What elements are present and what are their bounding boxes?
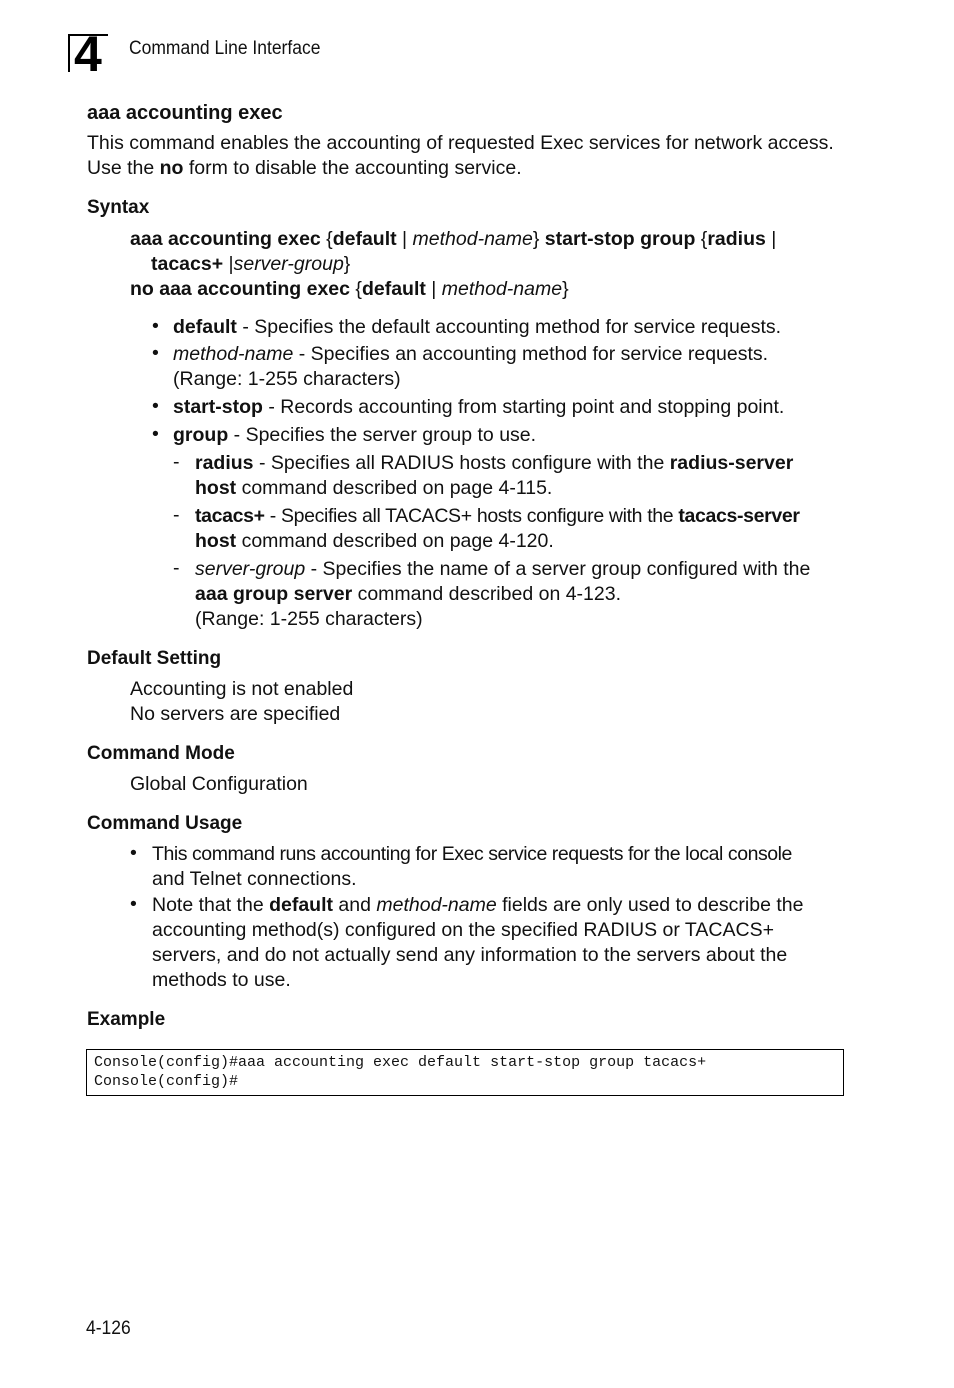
syntax-line-1: aaa accounting exec {default | method-name} start-stop group {radius |: [130, 228, 777, 250]
bullet-glyph: •: [152, 315, 159, 337]
dash-glyph: -: [173, 557, 180, 579]
command-usage-heading: Command Usage: [87, 813, 243, 834]
command-mode-heading: Command Mode: [87, 743, 235, 764]
running-header: Command Line Interface: [129, 38, 321, 59]
code-example-box: [86, 1049, 844, 1096]
dash-glyph: -: [173, 451, 180, 473]
group-option-tacacs: tacacs+ - Specifies all TACACS+ hosts configure with the tacacs-server host command described on page 4-120.: [195, 505, 800, 552]
bullet-glyph: •: [152, 395, 159, 417]
page-number: 4-126: [86, 1318, 131, 1339]
bullet-glyph: •: [152, 342, 159, 364]
command-title: aaa accounting exec: [87, 102, 283, 124]
usage-item-1: This command runs accounting for Exec service requests for the local console and Telnet connections.: [152, 843, 792, 890]
code-line: Console(config)#: [94, 1073, 239, 1090]
code-line: Console(config)#aaa accounting exec default start-stop group tacacs+: [94, 1054, 707, 1071]
group-option-server-group: server-group - Specifies the name of a server group configured with the aaa group server command described on 4-123. (Range: 1-255 characters): [195, 558, 811, 630]
param-group: group - Specifies the server group to use.: [173, 424, 537, 446]
group-option-radius: radius - Specifies all RADIUS hosts configure with the radius-server host command described on page 4-115.: [195, 452, 794, 499]
chapter-number-block: [68, 26, 112, 82]
intro-paragraph: This command enables the accounting of requested Exec services for network access. Use the no form to disable the accounting service.: [87, 132, 834, 179]
default-setting-line-2: No servers are specified: [130, 703, 341, 725]
param-method-name: method-name - Specifies an accounting method for service requests. (Range: 1-255 characters): [173, 343, 769, 390]
bullet-glyph: •: [152, 423, 159, 445]
default-setting-heading: Default Setting: [87, 648, 222, 669]
bullet-glyph: •: [130, 893, 137, 915]
default-setting-line-1: Accounting is not enabled: [130, 678, 354, 700]
syntax-line-1-continued: tacacs+ |server-group}: [151, 253, 351, 275]
command-mode-value: Global Configuration: [130, 773, 308, 795]
chapter-number: 4: [74, 26, 102, 82]
param-start-stop: start-stop - Records accounting from starting point and stopping point.: [173, 396, 785, 418]
syntax-line-2: no aaa accounting exec {default | method-name}: [130, 278, 569, 300]
dash-glyph: -: [173, 504, 180, 526]
usage-item-2: Note that the default and method-name fields are only used to describe the accounting method(s) configured on the specified RADIUS or TACACS+ servers, and do not actually send any information to the servers about the methods to use.: [152, 894, 804, 991]
example-heading: Example: [87, 1009, 166, 1030]
param-default: default - Specifies the default accounting method for service requests.: [173, 316, 782, 338]
bullet-glyph: •: [130, 842, 137, 864]
syntax-heading: Syntax: [87, 197, 150, 218]
